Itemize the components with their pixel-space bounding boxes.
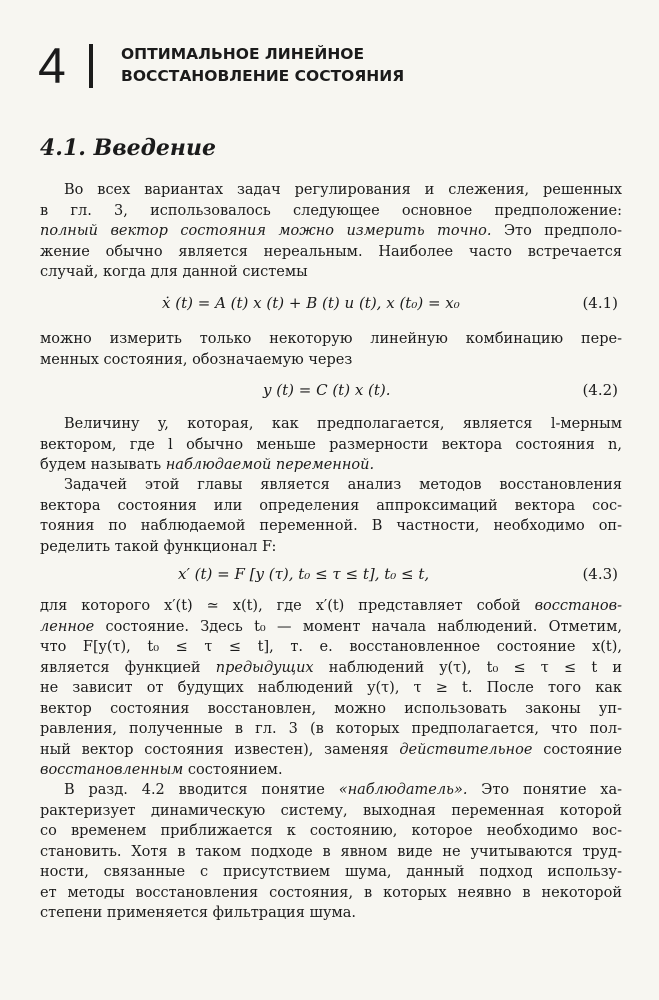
text-span: является функцией: [40, 659, 216, 676]
text-line: [40, 780, 622, 801]
emphasis: «наблюдатель».: [338, 782, 468, 798]
section-title: 4.1. Введение: [40, 135, 216, 161]
text-line: [40, 617, 622, 638]
text-span: Это понятие ха-: [467, 782, 622, 798]
equation-4-2: [40, 379, 622, 401]
equation-4-1: [40, 292, 622, 314]
text-line: Величину y, которая, как предполагается, является l-мерным: [64, 416, 622, 432]
text-line: менных состояния, обозначаемую через: [40, 351, 353, 368]
text-span: состоянием.: [183, 762, 283, 778]
paragraph-4: [40, 475, 622, 557]
paragraph-1: [40, 180, 622, 283]
text-line: [40, 760, 622, 781]
text-line: [40, 658, 622, 679]
text-line: что F[y(τ), t₀ ≤ τ ≤ t], т. е. восстановленное состояние x(t),: [40, 639, 622, 655]
chapter-title: [121, 43, 404, 87]
text-line: в гл. 3, использовалось следующее основное предположение:: [40, 202, 622, 219]
text-line: [40, 221, 622, 242]
paragraph-3: [40, 414, 622, 476]
text-line: степени применяется фильтрация шума.: [40, 905, 357, 921]
equation-4-3: [40, 563, 622, 585]
text-line: случай, когда для данной системы: [40, 264, 308, 280]
emphasis: восстановленным: [40, 762, 184, 778]
equation-formula: ẋ (t) = A (t) x (t) + B (t) u (t), x (t₀) = x₀: [162, 294, 460, 312]
equation-formula: x′ (t) = F [y (τ), t₀ ≤ τ ≤ t], t₀ ≤ t,: [178, 565, 430, 583]
equation-number: (4.2): [582, 381, 618, 399]
text-line: вектор состояния восстановлен, можно использовать законы уп-: [40, 700, 622, 717]
paragraph-2: [40, 329, 622, 370]
text-line: можно измерить только некоторую линейную комбинацию пере-: [40, 331, 622, 347]
text-line: Задачей этой главы является анализ методов восстановления: [64, 477, 622, 493]
text-span: наблюдений y(τ), t₀ ≤ τ ≤ t и: [313, 659, 622, 676]
text-line: рактеризует динамическую систему, выходная переменная которой: [40, 802, 622, 819]
text-span: ный вектор состояния известен), заменяя: [40, 741, 400, 758]
emphasis: восстанов-: [534, 598, 622, 614]
text-line: со временем приближается к состоянию, которое необходимо вос-: [40, 823, 622, 839]
text-line: ет методы восстановления состояния, в которых неявно в некоторой: [40, 884, 622, 901]
chapter-divider: [89, 44, 93, 88]
equation-number: (4.1): [582, 294, 618, 312]
text-line: Во всех вариантах задач регулирования и слежения, решенных: [64, 182, 622, 198]
text-line: [40, 596, 622, 617]
paragraph-6: [40, 780, 622, 924]
text-line: ределить такой функционал F:: [40, 538, 277, 555]
text-span: Это предполо-: [491, 223, 622, 239]
chapter-number: 4: [38, 38, 66, 94]
paragraph-5: [40, 596, 622, 781]
equation-formula: y (t) = C (t) x (t).: [263, 381, 391, 399]
emphasis: ленное: [40, 618, 95, 635]
text-line: жение обычно является нереальным. Наиболее часто встречается: [40, 243, 622, 260]
text-line: вектора состояния или определения аппроксимаций вектора сос-: [40, 497, 622, 514]
chapter-title-line-1: ОПТИМАЛЬНОЕ ЛИНЕЙНОЕ: [121, 45, 365, 63]
text-span: для которого x′(t) ≃ x(t), где x′(t) представляет собой: [40, 598, 535, 614]
emphasis: полный вектор состояния можно измерить точно.: [40, 223, 492, 239]
text-span: состояние: [532, 741, 622, 758]
text-span: будем называть: [40, 457, 166, 473]
text-line: равления, полученные в гл. 3 (в которых предполагается, что пол-: [40, 721, 622, 737]
text-line: не зависит от будущих наблюдений y(τ), τ ≥ t. После того как: [40, 680, 622, 696]
equation-number: (4.3): [582, 565, 618, 583]
text-line: тояния по наблюдаемой переменной. В частности, необходимо оп-: [40, 518, 622, 534]
text-line: [40, 740, 622, 761]
text-line: становить. Хотя в таком подходе в явном виде не учитываются труд-: [40, 843, 622, 860]
chapter-title-line-2: ВОССТАНОВЛЕНИЕ СОСТОЯНИЯ: [121, 67, 405, 85]
text-line: [40, 455, 622, 476]
emphasis: действительное: [399, 741, 533, 758]
text-span: состояние. Здесь t₀ — момент начала наблюдений. Отметим,: [94, 618, 622, 635]
text-span: В разд. 4.2 вводится понятие: [64, 782, 339, 798]
text-line: вектором, где l обычно меньше размерности вектора состояния n,: [40, 436, 622, 453]
emphasis: предыдущих: [215, 659, 314, 676]
text-line: ности, связанные с присутствием шума, данный подход использу-: [40, 864, 622, 880]
emphasis: наблюдаемой переменной.: [165, 457, 375, 473]
